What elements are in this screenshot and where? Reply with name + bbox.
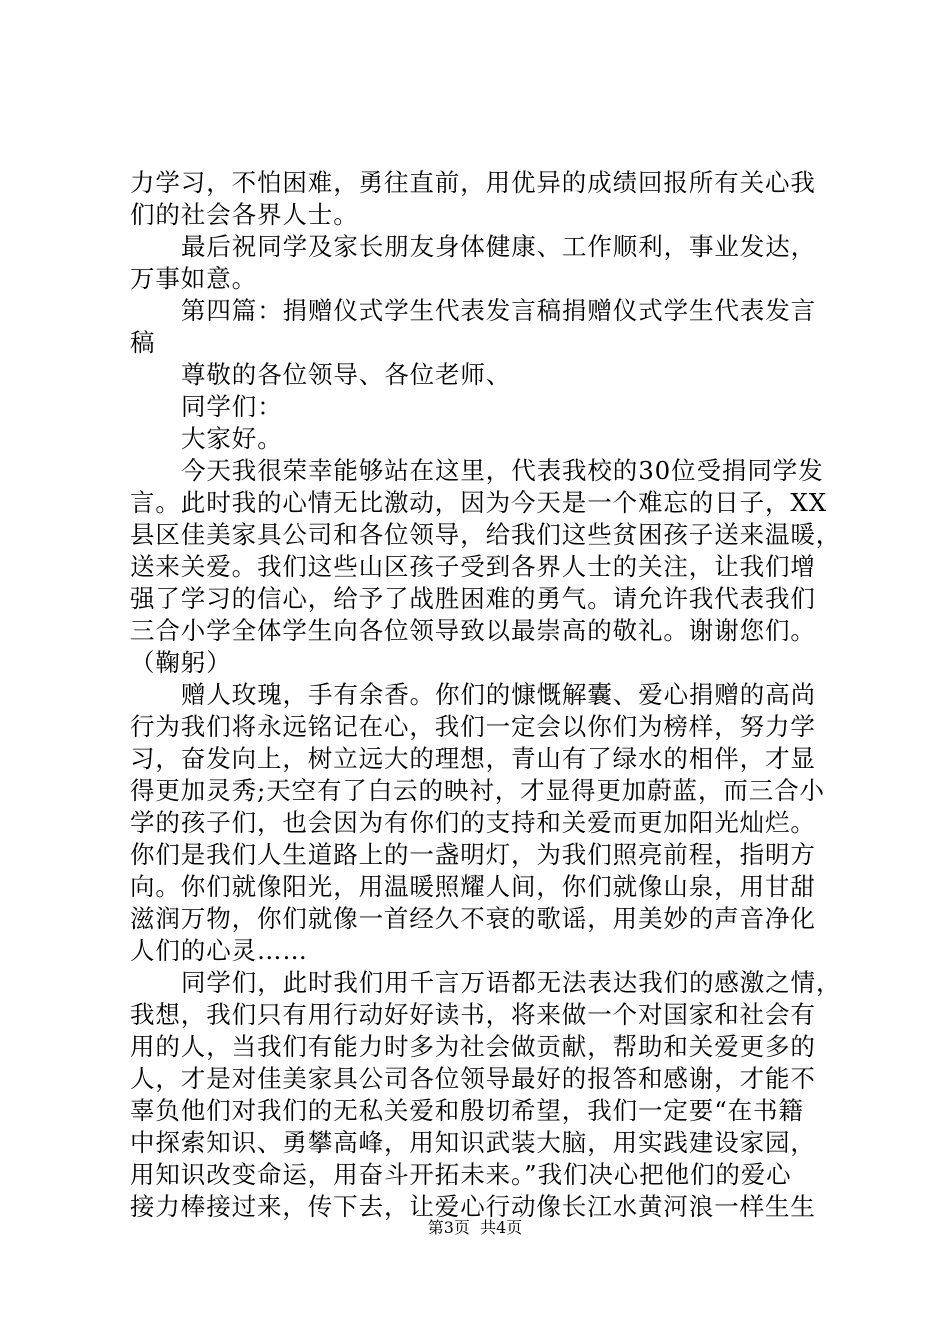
text-line: 中探索知识、勇攀高峰，用知识武装大脑，用实践建设家园，	[130, 1128, 816, 1157]
text-line: 人们的心灵……	[130, 936, 308, 965]
text-line: 辜负他们对我们的无私关爱和殷切希望，我们一定要“在书籍	[130, 1096, 804, 1125]
text-line: 同学们，此时我们用千言万语都无法表达我们的感激之情，	[181, 968, 842, 997]
salutation-line: 同学们：	[181, 392, 283, 421]
greeting-line: 大家好。	[181, 424, 283, 453]
text-line: 强了学习的信心，给予了战胜困难的勇气。请允许我代表我们	[130, 584, 816, 613]
text-line: 用知识改变命运，用奋斗开拓未来。”我们决心把他们的爱心	[130, 1160, 792, 1189]
text-line: 万事如意。	[130, 264, 257, 293]
text-line: 滋润万物，你们就像一首经久不衰的歌谣，用美妙的声音净化	[130, 904, 816, 933]
text-line: 送来关爱。我们这些山区孩子受到各界人士的关注，让我们增	[130, 552, 816, 581]
text-line: 学的孩子们，也会因为有你们的支持和关爱而更加阳光灿烂。	[130, 808, 816, 837]
text-line: 言。此时我的心情无比激动，因为今天是一个难忘的日子，XX	[130, 488, 828, 517]
salutation-line: 尊敬的各位领导、各位老师、	[181, 360, 512, 389]
text-line: 用的人，当我们有能力时多为社会做贡献，帮助和关爱更多的	[130, 1032, 816, 1061]
text-line: 力学习，不怕困难，勇往直前，用优异的成绩回报所有关心我	[130, 168, 816, 197]
text-line: （鞠躬）	[130, 648, 232, 677]
text-line: 今天我很荣幸能够站在这里，代表我校的30位受捐同学发	[181, 456, 824, 485]
section-heading-continued: 稿	[130, 328, 156, 357]
text-line: 最后祝同学及家长朋友身体健康、工作顺利，事业发达，	[181, 232, 816, 261]
text-line: 县区佳美家具公司和各位领导，给我们这些贫困孩子送来温暖，	[130, 520, 842, 549]
text-line: 人，才是对佳美家具公司各位领导最好的报答和感谢，才能不	[130, 1064, 816, 1093]
text-line: 得更加灵秀;天空有了白云的映衬，才显得更加蔚蓝，而三合小	[130, 776, 825, 805]
text-line: 行为我们将永远铭记在心，我们一定会以你们为榜样，努力学	[130, 712, 816, 741]
text-line: 接力棒接过来，传下去，让爱心行动像长江水黄河浪一样生生	[130, 1192, 816, 1221]
text-line: 我想，我们只有用行动好好读书，将来做一个对国家和社会有	[130, 1000, 816, 1029]
text-line: 赠人玫瑰，手有余香。你们的慷慨解囊、爱心捐赠的高尚	[181, 680, 816, 709]
text-line: 们的社会各界人士。	[130, 200, 359, 229]
section-heading: 第四篇：捐赠仪式学生代表发言稿捐赠仪式学生代表发言	[181, 296, 816, 325]
text-line: 习，奋发向上，树立远大的理想，青山有了绿水的相伴，才显	[130, 744, 816, 773]
text-line: 你们是我们人生道路上的一盏明灯，为我们照亮前程，指明方	[130, 840, 816, 869]
text-line: 三合小学全体学生向各位领导致以最崇高的敬礼。谢谢您们。	[130, 616, 816, 645]
page-footer: 第3页 共4页	[427, 1218, 523, 1237]
text-line: 向。你们就像阳光，用温暖照耀人间，你们就像山泉，用甘甜	[130, 872, 816, 901]
